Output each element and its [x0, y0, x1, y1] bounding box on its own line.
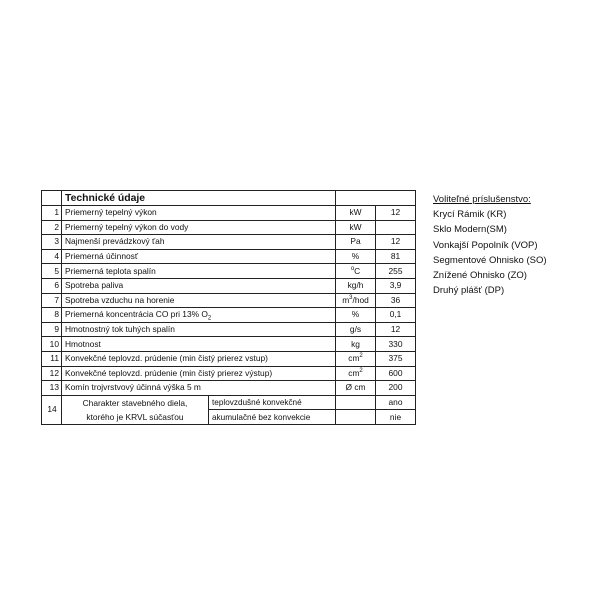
row-value: 330 [376, 337, 416, 352]
table-row [42, 206, 416, 221]
building-character-label [62, 395, 209, 424]
unit-main: cm [348, 353, 360, 364]
row-unit: kW [336, 206, 376, 221]
row-number: 14 [42, 395, 62, 424]
row-value: 600 [376, 366, 416, 381]
row-value [376, 220, 416, 235]
row-number: 12 [42, 366, 62, 381]
row-value: 255 [376, 264, 416, 279]
row-unit: % [336, 308, 376, 323]
accessory-item: Znížené Ohnisko (ZO) [433, 270, 527, 282]
unit-superscript: 2 [359, 353, 363, 360]
row-label: Konvekčné teplovzd. prúdenie (min čistý prierez vstup) [62, 351, 336, 366]
option-value-1: ano [376, 395, 416, 410]
title-num-cell [42, 191, 62, 206]
unit-superscript: 2 [359, 368, 363, 375]
row-unit: Pa [336, 235, 376, 250]
row-number: 3 [42, 235, 62, 250]
row-label: Najmenší prevádzkový ťah [62, 235, 336, 250]
row-number: 6 [42, 278, 62, 293]
accessory-item: Vonkajší Popolník (VOP) [433, 239, 538, 251]
row-value: 12 [376, 322, 416, 337]
row-number: 4 [42, 249, 62, 264]
title-value-cell [376, 191, 416, 206]
table-row [42, 278, 416, 293]
technical-data-table [41, 190, 416, 425]
row-value: 3,9 [376, 278, 416, 293]
optional-accessories [433, 192, 547, 298]
row-label: Priemerný tepelný výkon [62, 206, 336, 221]
row-value: 0,1 [376, 308, 416, 323]
row-number: 8 [42, 308, 62, 323]
row-value: 81 [376, 249, 416, 264]
row-unit [336, 366, 376, 381]
row-label: Konvekčné teplovzd. prúdenie (min čistý prierez výstup) [62, 366, 336, 381]
table-row [42, 337, 416, 352]
row-number: 11 [42, 351, 62, 366]
unit-superscript: 3 [349, 295, 353, 302]
row-unit [336, 264, 376, 279]
table-title: Technické údaje [62, 191, 336, 206]
option-value-2: nie [376, 410, 416, 425]
row-label: Priemerný tepelný výkon do vody [62, 220, 336, 235]
row-unit: kg [336, 337, 376, 352]
table-row [42, 249, 416, 264]
unit-tail: /hod [352, 294, 369, 305]
row-value: 36 [376, 293, 416, 308]
table-row [42, 308, 416, 323]
option-unit-2 [336, 410, 376, 425]
table-row [42, 264, 416, 279]
table-title-row [42, 191, 416, 206]
table-row [42, 322, 416, 337]
row-number: 2 [42, 220, 62, 235]
unit-main: cm [348, 367, 360, 378]
unit-superscript: o [350, 265, 355, 272]
table-row [42, 366, 416, 381]
row-label: Spotreba paliva [62, 278, 336, 293]
accessories-title: Voliteľné príslušenstvo: [433, 194, 531, 205]
unit-main: m [342, 294, 350, 305]
row-label: Spotreba vzduchu na horenie [62, 293, 336, 308]
row-value: 12 [376, 235, 416, 250]
row-number: 10 [42, 337, 62, 352]
option-label-1: teplovzdušné konvekčné [209, 395, 336, 410]
row-value: 200 [376, 381, 416, 396]
row-number: 5 [42, 264, 62, 279]
table-row [42, 235, 416, 250]
row-label: Priemerná teplota spalín [62, 264, 336, 279]
accessory-item: Krycí Rámik (KR) [433, 209, 507, 221]
option-unit-1 [336, 395, 376, 410]
accessory-item: Druhý plášť (DP) [433, 285, 505, 297]
label-subscript: 2 [207, 316, 212, 323]
accessory-item: Sklo Modern(SM) [433, 224, 507, 236]
row-label: Hmotnost [62, 337, 336, 352]
table-row [42, 381, 416, 396]
table-row-14 [42, 395, 416, 410]
row-number: 9 [42, 322, 62, 337]
table-row [42, 220, 416, 235]
row-unit: kW [336, 220, 376, 235]
row-value: 375 [376, 351, 416, 366]
row-number: 13 [42, 381, 62, 396]
row-unit [336, 293, 376, 308]
label-main: Priemerná koncentrácia CO pri 13% O [65, 309, 208, 320]
row-number: 1 [42, 206, 62, 221]
title-unit-cell [336, 191, 376, 206]
table-row [42, 293, 416, 308]
table-row [42, 351, 416, 366]
row-unit: g/s [336, 322, 376, 337]
row-label [62, 308, 336, 323]
character-line-2: ktorého je KRVL súčasťou [86, 411, 184, 422]
row-number: 7 [42, 293, 62, 308]
row-label: Hmotnostný tok tuhých spalín [62, 322, 336, 337]
option-label-2: akumulačné bez konvekcie [209, 410, 336, 425]
row-unit: % [336, 249, 376, 264]
row-unit: kg/h [336, 278, 376, 293]
row-unit: Ø cm [336, 381, 376, 396]
row-value: 12 [376, 206, 416, 221]
accessory-item: Segmentové Ohnisko (SO) [433, 254, 547, 266]
character-line-1: Charakter stavebného diela, [82, 397, 188, 408]
row-label: Komín trojvrstvový účinná výška 5 m [62, 381, 336, 396]
row-label: Priemerná účinnosť [62, 249, 336, 264]
row-unit [336, 351, 376, 366]
unit-main: C [354, 265, 361, 276]
